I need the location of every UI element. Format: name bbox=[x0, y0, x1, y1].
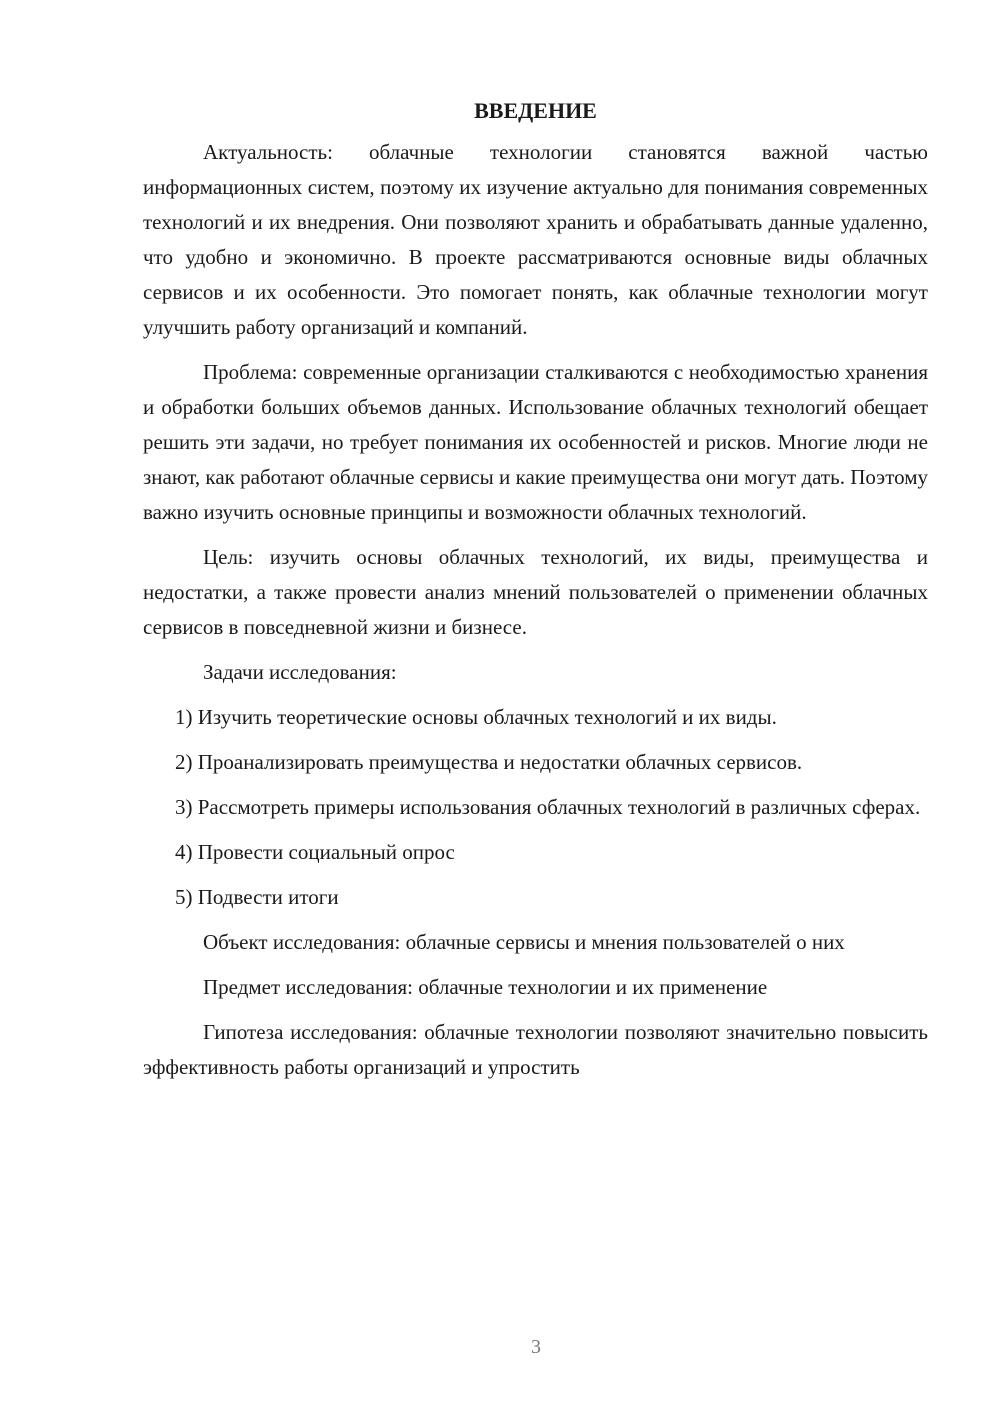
object-paragraph: Объект исследования: облачные сервисы и мнения пользователей о них bbox=[203, 930, 845, 954]
section-heading: ВВЕДЕНИЕ bbox=[474, 98, 597, 123]
task-item: 4) Провести социальный опрос bbox=[175, 840, 455, 864]
hypothesis-paragraph: Гипотеза исследования: облачные технологии позволяют значительно повысить эффективность работы организаций и упростить bbox=[143, 1020, 928, 1079]
relevance-paragraph: Актуальность: облачные технологии становятся важной частью информационных систем, поэтому их изучение актуально для понимания современных технологий и их внедрения. Они позволяют хранить и обрабатывать данные удаленно, что удобно и экономично. В проекте рассматриваются основные виды облачных сервисов и их особенности. Это помогает понять, как облачные технологии могут улучшить работу организаций и компаний. bbox=[143, 140, 928, 339]
page-content bbox=[143, 94, 928, 1085]
task-item: 3) Рассмотреть примеры использования облачных технологий в различных сферах. bbox=[175, 795, 921, 819]
problem-paragraph: Проблема: современные организации сталкиваются с необходимостью хранения и обработки больших объемов данных. Использование облачных технологий обещает решить эти задачи, но требует понимания их особенностей и рисков. Многие люди не знают, как работают облачные сервисы и какие преимущества они могут дать. Поэтому важно изучить основные принципы и возможности облачных технологий. bbox=[143, 360, 928, 524]
subject-paragraph: Предмет исследования: облачные технологии и их применение bbox=[203, 975, 768, 999]
task-item: 1) Изучить теоретические основы облачных технологий и их виды. bbox=[175, 705, 777, 729]
goal-paragraph: Цель: изучить основы облачных технологий, их виды, преимущества и недостатки, а также провести анализ мнений пользователей о применении облачных сервисов в повседневной жизни и бизнесе. bbox=[143, 545, 928, 639]
task-item: 2) Проанализировать преимущества и недостатки облачных сервисов. bbox=[175, 750, 803, 774]
tasks-heading: Задачи исследования: bbox=[203, 660, 397, 684]
task-item: 5) Подвести итоги bbox=[175, 885, 339, 909]
page-number: 3 bbox=[531, 1336, 541, 1358]
